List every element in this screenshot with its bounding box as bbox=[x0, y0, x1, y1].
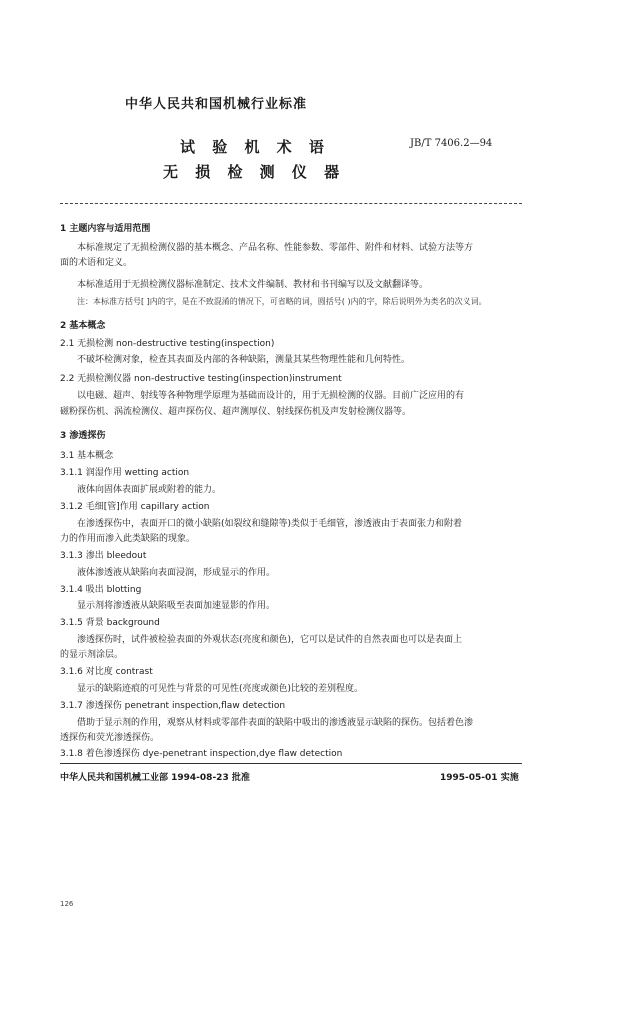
term-line: 3.1.8 着色渗透探伤 dye-penetrant inspection,dye flaw detection bbox=[60, 749, 343, 759]
definition-line: 以电磁、超声、射线等各种物理学原理为基础而设计的，用于无损检测的仪器。目前广泛应用的有 bbox=[77, 391, 465, 401]
definition-line: 不破坏检测对象，检查其表面及内部的各种缺陷，测量其某些物理性能和几何特性。 bbox=[77, 355, 411, 365]
definition-line: 的显示剂涂层。 bbox=[60, 650, 124, 660]
definition-line: 显示剂将渗透液从缺陷吸至表面加速显影的作用。 bbox=[77, 601, 276, 611]
definition-line: 借助于显示剂的作用，观察从材料或零部件表面的缺陷中吸出的渗透液显示缺陷的探伤。包括着色渗 bbox=[77, 718, 474, 728]
standard-number: JB/T 7406.2—94 bbox=[410, 138, 493, 149]
definition-line: 力的作用而渗入此类缺陷的现象。 bbox=[60, 534, 196, 544]
section-heading: 2 基本概念 bbox=[60, 321, 106, 331]
paragraph-line: 本标准适用于无损检测仪器标准制定、技术文件编制、教材和书刊编写以及文献翻译等。 bbox=[77, 280, 429, 290]
implementation-date: 1995-05-01 实施 bbox=[440, 773, 519, 783]
note-line: 注：本标准方括号[ ]内的字，是在不致混淆的情况下，可省略的词，圆括号( )内的字，除后说明外为类名的次义词。 bbox=[77, 297, 487, 306]
term-line: 3.1.4 吸出 blotting bbox=[60, 585, 142, 595]
subsection-heading: 3.1 基本概念 bbox=[60, 451, 114, 461]
header-divider bbox=[60, 203, 522, 204]
term-line: 3.1.1 润湿作用 wetting action bbox=[60, 468, 190, 478]
definition-line: 透探伤和荧光渗透探伤。 bbox=[60, 733, 160, 743]
definition-line: 磁粉探伤机、涡流检测仪、超声探伤仪、超声测厚仪、射线探伤机及声发射检测仪器等。 bbox=[60, 407, 412, 417]
definition-line: 液体渗透液从缺陷向表面浸润，形成显示的作用。 bbox=[77, 568, 276, 578]
footer-divider bbox=[60, 763, 522, 764]
definition-line: 在渗透探伤中，表面开口的微小缺陷(如裂纹和缝隙等)类似于毛细管，渗透液由于表面张力和附着 bbox=[77, 519, 463, 529]
term-line: 3.1.2 毛细[管]作用 capillary action bbox=[60, 502, 210, 512]
document-title: 试 验 机 术 语 bbox=[180, 138, 330, 156]
issuing-authority: 中华人民共和国机械行业标准 bbox=[125, 97, 308, 112]
term-line: 2.1 无损检测 non-destructive testing(inspection) bbox=[60, 339, 275, 349]
definition-line: 渗透探伤时，试件被检验表面的外观状态(亮度和颜色)，它可以是试件的自然表面也可以是表面上 bbox=[77, 635, 463, 645]
approval-date: 中华人民共和国机械工业部 1994-08-23 批准 bbox=[60, 773, 250, 783]
definition-line: 液体向固体表面扩展或附着的能力。 bbox=[77, 485, 222, 495]
term-line: 3.1.5 背景 background bbox=[60, 618, 160, 628]
term-line: 3.1.3 渗出 bleedout bbox=[60, 551, 147, 561]
term-line: 3.1.7 渗透探伤 penetrant inspection,flaw detection bbox=[60, 701, 286, 711]
term-line: 3.1.6 对比度 contrast bbox=[60, 667, 153, 677]
paragraph-line: 面的术语和定义。 bbox=[60, 258, 133, 268]
section-heading: 3 渗透探伤 bbox=[60, 431, 106, 441]
document-subtitle: 无 损 检 测 仪 器 bbox=[163, 163, 346, 181]
paragraph-line: 本标准规定了无损检测仪器的基本概念、产品名称、性能参数、零部件、附件和材料、试验方法等方 bbox=[77, 243, 474, 253]
page-number: 126 bbox=[60, 900, 74, 908]
section-heading: 1 主题内容与适用范围 bbox=[60, 224, 151, 234]
term-line: 2.2 无损检测仪器 non-destructive testing(inspection)instrument bbox=[60, 374, 342, 384]
definition-line: 显示的缺陷迹痕的可见性与背景的可见性(亮度或颜色)比较的差别程度。 bbox=[77, 684, 364, 694]
